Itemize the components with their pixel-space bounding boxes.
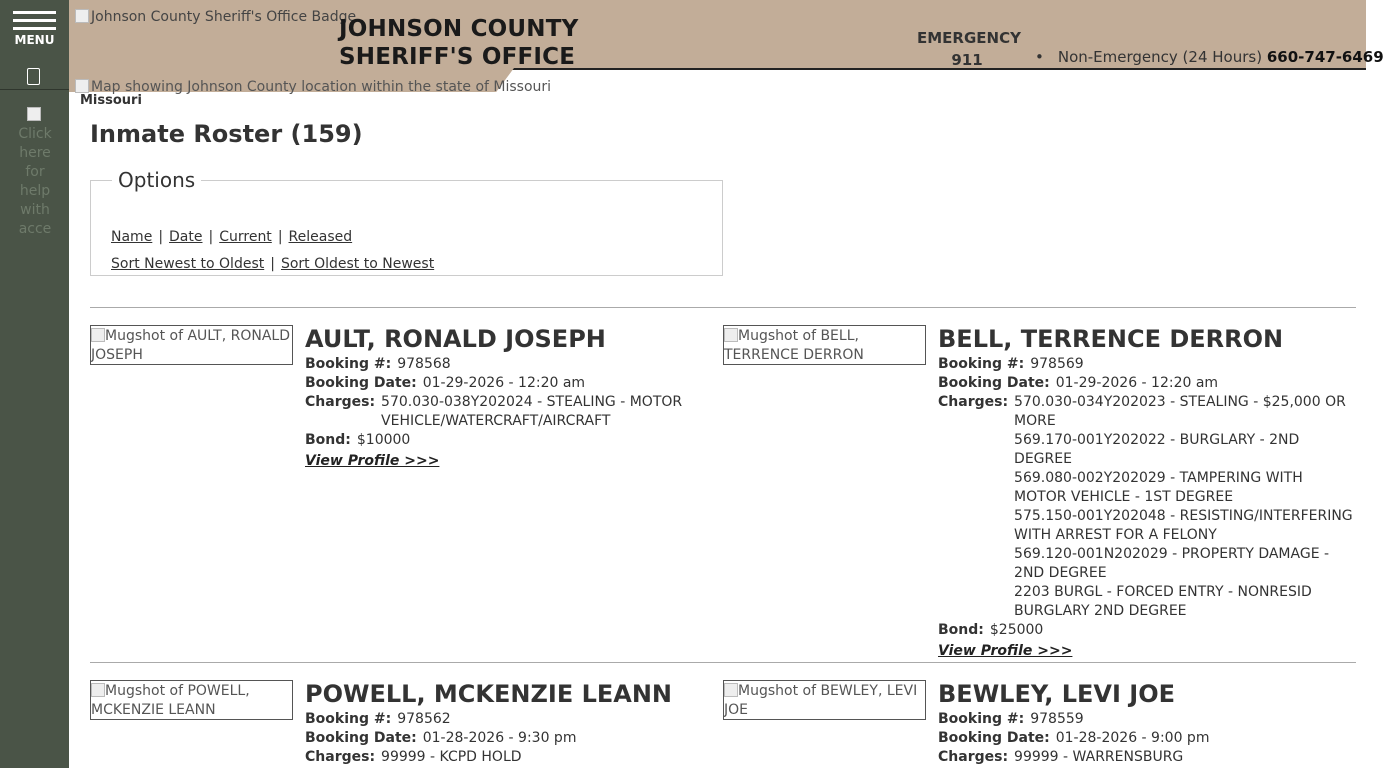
charge-item: 569.120-001N202029 - PROPERTY DAMAGE - 2ND DEGREE xyxy=(1014,546,1330,581)
booking-no-value: 978562 xyxy=(397,711,451,727)
mobile-phone-icon[interactable] xyxy=(27,68,40,85)
hamburger-icon xyxy=(13,11,56,14)
booking-no-value: 978568 xyxy=(397,356,451,372)
view-profile-link[interactable]: View Profile >>> xyxy=(938,643,1073,659)
inmate-info xyxy=(305,325,723,471)
booking-no-label: Booking #: xyxy=(305,356,392,372)
booking-date-label: Booking Date: xyxy=(305,730,417,746)
broken-image-icon xyxy=(75,79,89,93)
mugshot-alt-text: Mugshot of BELL, TERRENCE DERRON xyxy=(724,328,864,363)
options-legend: Options xyxy=(118,168,196,192)
hamburger-icon xyxy=(13,27,56,30)
booking-date-value: 01-28-2026 - 9:30 pm xyxy=(422,730,577,746)
mugshot-alt-text: Mugshot of BEWLEY, LEVI JOE xyxy=(724,683,918,718)
county-map-image xyxy=(75,79,551,95)
bond-value: $25000 xyxy=(989,622,1044,638)
accessibility-help-alt: Click here for help with acce xyxy=(18,126,52,237)
broken-image-icon xyxy=(724,328,738,342)
inmate-info xyxy=(305,680,723,767)
booking-date-value: 01-28-2026 - 9:00 pm xyxy=(1055,730,1210,746)
booking-no-label: Booking #: xyxy=(938,356,1025,372)
booking-date-label: Booking Date: xyxy=(938,375,1050,391)
nonemergency-contact xyxy=(1035,48,1384,66)
charge-item: 569.170-001Y202022 - BURGLARY - 2ND DEGREE xyxy=(1014,432,1300,467)
badge-alt-text: Johnson County Sheriff's Office Badge xyxy=(91,9,357,25)
bond-label: Bond: xyxy=(305,432,351,448)
booking-no-label: Booking #: xyxy=(938,711,1025,727)
emergency-number[interactable]: 911 xyxy=(951,51,983,69)
charge-item: 570.030-034Y202023 - STEALING - $25,000 OR MORE xyxy=(1014,394,1346,429)
mugshot-image[interactable] xyxy=(90,325,293,365)
sidebar xyxy=(0,0,69,768)
broken-image-icon xyxy=(27,107,41,121)
page-title: Inmate Roster (159) xyxy=(90,120,363,148)
bullet-icon: • xyxy=(1035,48,1044,66)
inmate-name: BEWLEY, LEVI JOE xyxy=(938,680,1175,708)
charge-item: 99999 - WARRENSBURG xyxy=(1014,749,1184,765)
filter-name-link[interactable]: Name xyxy=(111,229,153,245)
mugshot-image[interactable] xyxy=(723,325,926,365)
site-title[interactable] xyxy=(339,15,578,71)
charge-item: 569.080-002Y202029 - TAMPERING WITH MOTOR VEHICLE - 1ST DEGREE xyxy=(1014,470,1303,505)
charges-label: Charges: xyxy=(305,394,376,410)
charge-item: 570.030-038Y202024 - STEALING - MOTOR VEHICLE/WATERCRAFT/AIRCRAFT xyxy=(381,394,683,429)
charges-label: Charges: xyxy=(938,749,1009,765)
booking-date-value: 01-29-2026 - 12:20 am xyxy=(422,375,586,391)
map-alt-text: Map showing Johnson County location within the state of Missouri xyxy=(91,79,552,95)
divider xyxy=(90,307,1356,308)
charge-item: 575.150-001Y202048 - RESISTING/INTERFERING WITH ARREST FOR A FELONY xyxy=(1014,508,1353,543)
view-profile-link[interactable]: View Profile >>> xyxy=(305,453,440,469)
mugshot-image[interactable] xyxy=(90,680,293,720)
nonemergency-number[interactable]: 660-747-6469 xyxy=(1266,48,1384,66)
mugshot-image[interactable] xyxy=(723,680,926,720)
sort-newest-link[interactable]: Sort Newest to Oldest xyxy=(111,256,265,272)
filter-date-link[interactable]: Date xyxy=(169,229,203,245)
accessibility-help-link[interactable] xyxy=(18,106,52,237)
divider xyxy=(90,662,1356,663)
charges-label: Charges: xyxy=(305,749,376,765)
sort-oldest-link[interactable]: Sort Oldest to Newest xyxy=(280,256,435,272)
inmate-info xyxy=(938,680,1356,767)
mugshot-alt-text: Mugshot of AULT, RONALD JOSEPH xyxy=(91,328,290,363)
booking-no-value: 978569 xyxy=(1030,356,1084,372)
sheriff-badge-image[interactable] xyxy=(75,9,356,25)
hamburger-icon xyxy=(13,19,56,22)
bond-value: $10000 xyxy=(356,432,411,448)
booking-date-label: Booking Date: xyxy=(305,375,417,391)
bond-label: Bond: xyxy=(938,622,984,638)
booking-no-label: Booking #: xyxy=(305,711,392,727)
booking-date-label: Booking Date: xyxy=(938,730,1050,746)
inmate-name: AULT, RONALD JOSEPH xyxy=(305,325,606,353)
emergency-contact xyxy=(917,27,1021,71)
broken-image-icon xyxy=(91,683,105,697)
site-title-line2: SHERIFF'S OFFICE xyxy=(339,44,576,70)
state-label: Missouri xyxy=(80,93,142,108)
booking-no-value: 978559 xyxy=(1030,711,1084,727)
site-title-line1: JOHNSON COUNTY xyxy=(339,16,579,42)
broken-image-icon xyxy=(724,683,738,697)
mugshot-alt-text: Mugshot of POWELL, MCKENZIE LEANN xyxy=(91,683,250,718)
charge-item: 2203 BURGL - FORCED ENTRY - NONRESID BURGLARY 2ND DEGREE xyxy=(1014,584,1312,619)
nonemergency-label: Non-Emergency (24 Hours) xyxy=(1057,48,1263,66)
broken-image-icon xyxy=(91,328,105,342)
charge-item: 99999 - KCPD HOLD xyxy=(381,749,522,765)
sort-links: Sort Newest to Oldest | Sort Oldest to Newest xyxy=(111,256,435,272)
inmate-name: BELL, TERRENCE DERRON xyxy=(938,325,1284,353)
emergency-label: EMERGENCY xyxy=(917,29,1021,47)
booking-date-value: 01-29-2026 - 12:20 am xyxy=(1055,375,1219,391)
inmate-name: POWELL, MCKENZIE LEANN xyxy=(305,680,673,708)
options-panel xyxy=(90,168,723,276)
broken-image-icon xyxy=(75,9,89,23)
menu-button[interactable] xyxy=(0,0,69,90)
filter-released-link[interactable]: Released xyxy=(288,229,353,245)
menu-label: MENU xyxy=(14,33,55,47)
filter-links: Name | Date | Current | Released xyxy=(111,229,353,245)
filter-current-link[interactable]: Current xyxy=(219,229,272,245)
charges-label: Charges: xyxy=(938,394,1009,410)
inmate-info xyxy=(938,325,1356,661)
